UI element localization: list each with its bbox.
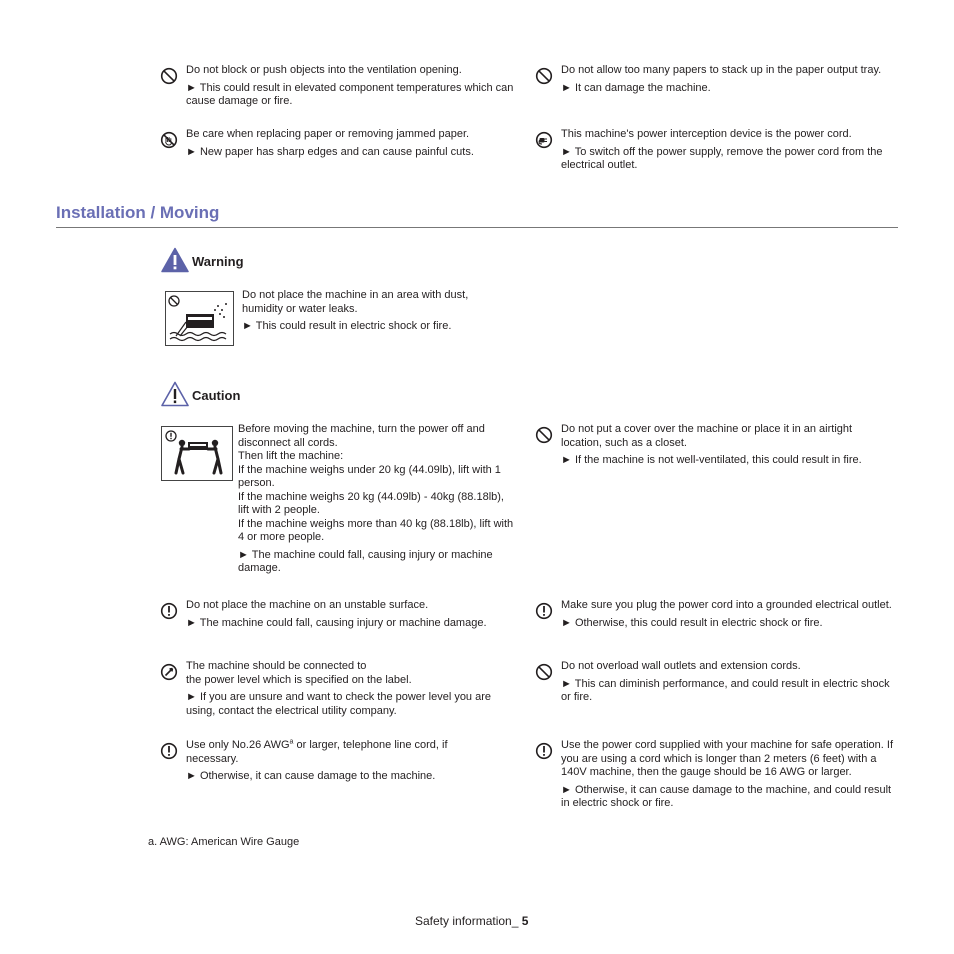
grounded-outlet-notice: Make sure you plug the power cord into a grounded electrical outlet. ► Otherwise, this could result in electric shock or fire.	[561, 599, 892, 629]
power-cord-notice: This machine's power interception device is the power cord. ► To switch off the power supply, remove the power cord from the electrical outlet.	[561, 128, 883, 171]
telephone-cord-notice: Use only No.26 AWG$^a$ or larger, telephone line cord, if necessary. ► Otherwise, it can cause damage to the machine.	[186, 738, 448, 782]
prohibited-icon	[535, 67, 553, 85]
lifting-instructions: Before moving the machine, turn the power off and disconnect all cords. Then lift the machine: If the machine weighs under 20 kg (44.09lb), lift with 1 person. If the machine weighs 20 kg (44.09lb) - 40kg (88.18lb), lift with 2 people. If the machine weighs more than 40 kg (88.18lb), lift with 4 or more people. ► The machine could fall, causing injury or machine damage.	[238, 423, 514, 574]
overload-notice: Do not overload wall outlets and extension cords. ► This can diminish performance, and could result in electric shock or fire.	[561, 660, 890, 703]
warning-label: Warning	[192, 254, 244, 269]
footer-section: Safety information_	[415, 914, 522, 928]
section-divider	[56, 227, 898, 228]
supplied-power-cord-notice: Use the power cord supplied with your machine for safe operation. If you are using a cord which is longer than 2 meters (6 feet) with a 140V machine, then the gauge should be 16 AWG or larger. ► Otherwise, it can cause damage to the machine, and could result in electric shock or fire.	[561, 739, 894, 809]
exclamation-icon	[535, 742, 553, 760]
warning-text: Do not place the machine in an area with dust, humidity or water leaks. ► This could result in electric shock or fire.	[242, 289, 469, 332]
unplug-icon	[535, 131, 553, 149]
unstable-surface-notice: Do not place the machine on an unstable surface. ► The machine could fall, causing injury or machine damage.	[186, 599, 487, 629]
paper-stack-notice: Do not allow too many papers to stack up in the paper output tray. ► It can damage the machine.	[561, 64, 882, 94]
power-level-notice: The machine should be connected to the power level which is specified on the label. ► If you are unsure and want to check the power level you are using, contact the electrical utility company.	[186, 660, 492, 717]
paper-handling-notice: Be care when replacing paper or removing jammed paper. ► New paper has sharp edges and can cause painful cuts.	[186, 128, 474, 158]
exclamation-icon	[535, 602, 553, 620]
caution-label: Caution	[192, 388, 241, 403]
two-person-lift-illustration	[161, 426, 233, 481]
page-number: 5	[521, 914, 529, 928]
exclamation-icon	[160, 742, 178, 760]
caution-triangle-icon	[161, 381, 189, 407]
water-dust-illustration	[165, 291, 234, 346]
prohibited-icon	[535, 426, 553, 444]
prohibited-icon	[160, 67, 178, 85]
page-footer	[415, 914, 528, 928]
footnote: a. AWG: American Wire Gauge	[148, 836, 300, 848]
cover-notice: Do not put a cover over the machine or place it in an airtight location, such as a closet. ► If the machine is not well-ventilated, this could result in fire.	[561, 423, 862, 466]
prohibited-icon	[535, 663, 553, 681]
no-touch-icon	[160, 131, 178, 149]
power-level-icon	[160, 663, 178, 681]
warning-triangle-icon	[161, 247, 189, 273]
exclamation-icon	[160, 602, 178, 620]
section-title: Installation / Moving	[56, 203, 220, 222]
ventilation-notice: Do not block or push objects into the ventilation opening. ► This could result in elevated component temperatures which can cause damage or fire.	[186, 64, 514, 107]
